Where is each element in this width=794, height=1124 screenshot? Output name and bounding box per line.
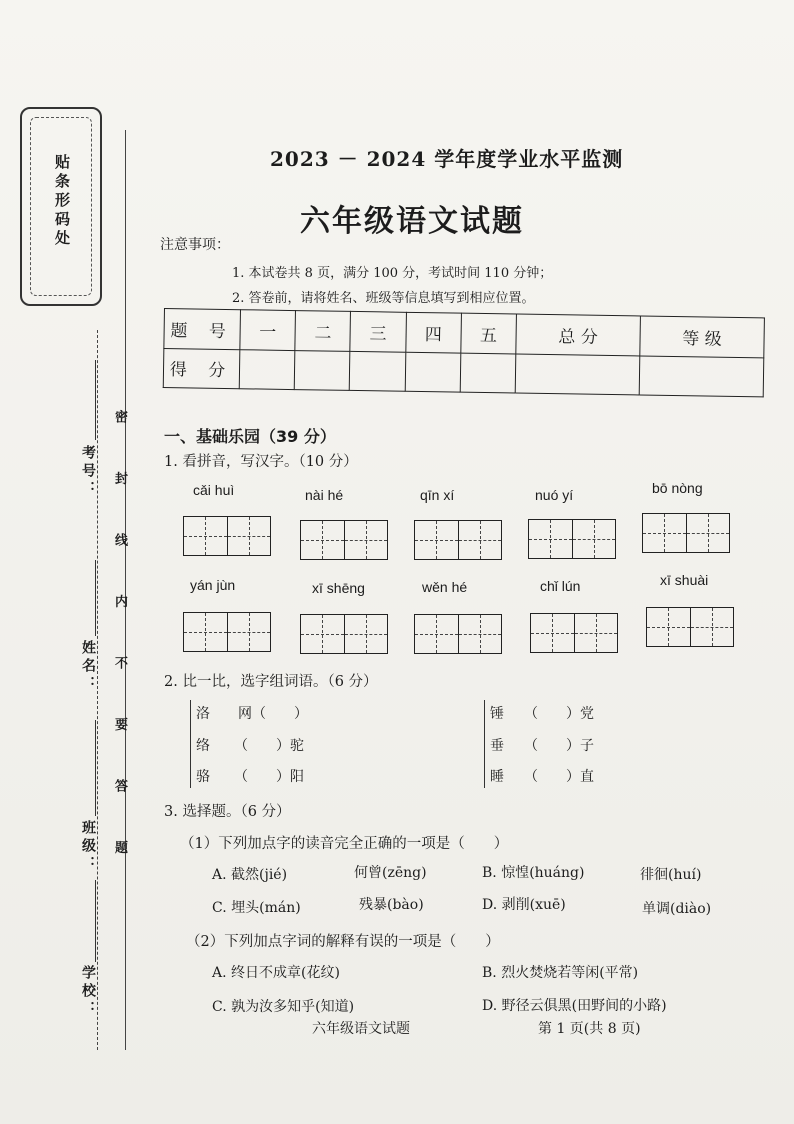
compare-char: 垂 xyxy=(490,738,504,754)
option-a: A. 截然(jié) xyxy=(212,867,288,883)
exam-title: 六年级语文试题 xyxy=(300,204,524,239)
footer-page-number: 第 1 页(共 8 页) xyxy=(538,1021,641,1037)
option-a-2: 何曾(zēng) xyxy=(354,865,427,881)
score-row-label: 得 分 xyxy=(163,348,240,389)
tianzige-answer-box[interactable] xyxy=(646,607,734,647)
notice-label: 注意事项： xyxy=(160,237,230,253)
q3-sub2[interactable]: （2）下列加点字词的解释有误的一项是（ ） xyxy=(186,934,500,950)
tianzige-answer-box[interactable] xyxy=(300,520,388,560)
tianzige-answer-box[interactable] xyxy=(530,613,618,653)
footer-title: 六年级语文试题 xyxy=(312,1021,410,1037)
tianzige-answer-box[interactable] xyxy=(300,614,388,654)
score-cell-blank[interactable] xyxy=(350,351,406,391)
compare-char: 睡 xyxy=(490,769,504,785)
school-line[interactable] xyxy=(95,880,96,962)
score-cell-header: 等 级 xyxy=(640,316,765,357)
field-name: 姓名： xyxy=(80,640,96,694)
word-blank[interactable]: （ ）驼 xyxy=(234,738,304,754)
tianzige-answer-box[interactable] xyxy=(642,513,730,553)
score-table-score-row xyxy=(163,348,764,397)
compare-char: 骆 xyxy=(196,769,210,785)
word-blank[interactable]: 网（ ） xyxy=(238,706,308,722)
score-cell-blank[interactable] xyxy=(294,350,350,390)
field-school: 学校： xyxy=(80,965,96,1019)
section-1-title: 一、基础乐园（39 分） xyxy=(164,427,336,446)
word-blank[interactable]: （ ）直 xyxy=(524,769,594,785)
q1-prompt: 1. 看拼音，写汉字。（10 分） xyxy=(164,454,358,470)
score-cell-header: 三 xyxy=(350,311,406,351)
score-cell-blank[interactable] xyxy=(460,353,516,393)
score-cell-label: 题 号 xyxy=(164,309,241,350)
score-cell-blank[interactable] xyxy=(405,352,461,392)
pinyin-label: xī shēng xyxy=(312,580,365,596)
name-line[interactable] xyxy=(95,560,96,636)
option-c: C. 孰为汝多知乎(知道) xyxy=(212,999,355,1015)
score-cell-header: 总 分 xyxy=(516,314,641,355)
barcode-area xyxy=(20,107,102,306)
score-cell-header: 四 xyxy=(405,312,461,352)
pinyin-label: wěn hé xyxy=(422,579,468,595)
exam-number-line[interactable] xyxy=(95,360,96,440)
tianzige-answer-box[interactable] xyxy=(183,516,271,556)
q3-sub1[interactable]: （1）下列加点字的读音完全正确的一项是（ ） xyxy=(180,836,509,852)
tianzige-answer-box[interactable] xyxy=(528,519,616,559)
option-a: A. 终日不成章(花纹) xyxy=(212,965,340,981)
score-cell-header: 二 xyxy=(295,311,351,351)
option-b: B. 烈火焚烧若等闲(平常) xyxy=(482,965,639,981)
pinyin-label: cǎi huì xyxy=(193,482,235,498)
tianzige-answer-box[interactable] xyxy=(414,520,502,560)
pinyin-label: nài hé xyxy=(305,487,344,503)
option-d-2: 单调(diào) xyxy=(642,901,712,917)
compare-char: 络 xyxy=(196,738,210,754)
group-bracket-right xyxy=(484,700,489,788)
compare-char: 洛 xyxy=(196,706,210,722)
group-bracket-left xyxy=(190,700,195,788)
tianzige-answer-box[interactable] xyxy=(414,614,502,654)
pinyin-label: xī shuài xyxy=(660,572,709,588)
field-class: 班级： xyxy=(80,820,96,874)
option-b: B. 惊惶(huáng) xyxy=(482,865,585,881)
q2-prompt: 2. 比一比，选字组词语。（6 分） xyxy=(164,674,378,690)
pinyin-label: nuó yí xyxy=(535,487,574,503)
option-d: D. 野径云俱黑(田野间的小路) xyxy=(482,998,667,1014)
option-c-2: 残暴(bào) xyxy=(359,897,424,913)
q3-prompt: 3. 选择题。（6 分） xyxy=(164,804,291,820)
score-cell-header: 五 xyxy=(461,313,517,353)
pinyin-label: yán jùn xyxy=(190,577,236,593)
barcode-label: 贴条形码处 xyxy=(53,154,71,249)
score-cell-blank[interactable] xyxy=(239,349,295,389)
word-blank[interactable]: （ ）子 xyxy=(524,738,594,754)
tianzige-answer-box[interactable] xyxy=(183,612,271,652)
word-blank[interactable]: （ ）阳 xyxy=(234,769,304,785)
note-2: 2. 答卷前，请将姓名、班级等信息填写到相应位置。 xyxy=(232,291,535,306)
option-d: D. 剥削(xuē) xyxy=(482,897,566,913)
word-blank[interactable]: （ ）党 xyxy=(524,706,594,722)
compare-char: 锤 xyxy=(490,706,504,722)
seal-warning: 密 封 线 内 不 要 答 题 xyxy=(112,410,127,876)
score-cell-blank[interactable] xyxy=(639,355,764,396)
note-1: 1. 本试卷共 8 页，满分 100 分，考试时间 110 分钟； xyxy=(232,266,553,281)
option-c: C. 埋头(mán) xyxy=(212,900,301,916)
score-cell-blank[interactable] xyxy=(515,354,640,395)
option-b-2: 徘徊(huí) xyxy=(640,867,702,883)
class-line[interactable] xyxy=(95,720,96,816)
pinyin-label: qīn xí xyxy=(420,487,455,503)
field-exam-number: 考号： xyxy=(80,445,96,499)
exam-year-title: 2023 － 2024 学年度学业水平监测 xyxy=(270,147,624,171)
pinyin-label: chǐ lún xyxy=(540,578,581,594)
score-cell-header: 一 xyxy=(240,310,296,350)
pinyin-label: bō nòng xyxy=(652,480,703,496)
score-table xyxy=(163,308,765,397)
